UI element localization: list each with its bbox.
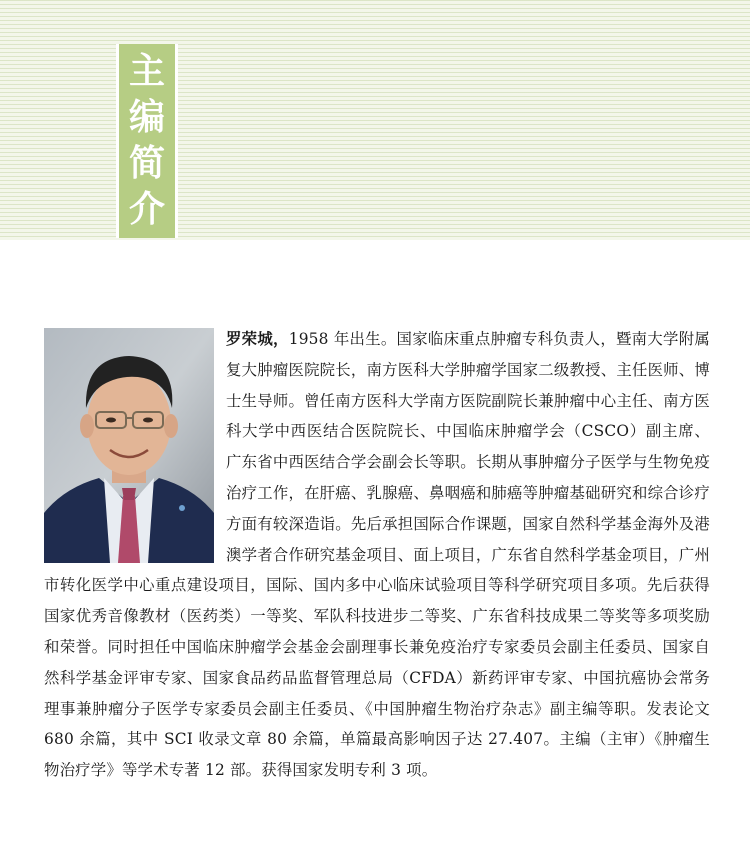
title-char: 编 [128,97,165,138]
bio-body: 1958 年出生。国家临床重点肿瘤专科负责人，暨南大学附属复大肿瘤医院院长，南方医科大学肿瘤学国家二级教授、主任医师、博士生导师。曾任南方医科大学南方医院副院长兼肿瘤中心主任、南方医科大学中西医结合医院院长、中国临床肿瘤学会（CSCO）副主席、广东省中西医结合学会副会长等职。长期从事肿瘤分子医学与生物免疫治疗工作，在肝癌、乳腺癌、鼻咽癌和肺癌等肿瘤基础研究和综合诊疗方面有较深造诣。先后承担国际合作课题，国家自然科学基金海外及港澳学者合作研究基金项目、面上项目，广东省自然科学基金项目，广州市转化医学中心重点建设项目，国际、国内多中心临床试验项目等科学研究项目多项。先后获得国家优秀音像教材（医药类）一等奖、军队科技进步二等奖、广东省科技成果二等奖等多项奖励和荣誉。同时担任中国临床肿瘤学会基金会副理事长兼免疫治疗专家委员会副主任委员、国家自然科学基金评审专家、国家食品药品监督管理总局（CFDA）新药评审专家、中国抗癌协会常务理事兼肿瘤分子医学专家委员会副主任委员、《中国肿瘤生物治疗杂志》副主编等职。发表论文 680 余篇，其中 SCI 收录文章 80 余篇，单篇最高影响因子达 27.407。主编（主审）《肿瘤生物治疗学》等学术专著 12 部。获得国家发明专利 3 项。 [44,330,710,780]
title-char: 主 [128,51,165,92]
title-char: 介 [128,189,165,230]
editor-name: 罗荣城， [226,330,289,348]
portrait-spacer [44,324,226,568]
bio-text [44,324,710,786]
section-title [116,44,178,238]
title-char: 简 [128,143,165,184]
header-band [0,0,750,240]
